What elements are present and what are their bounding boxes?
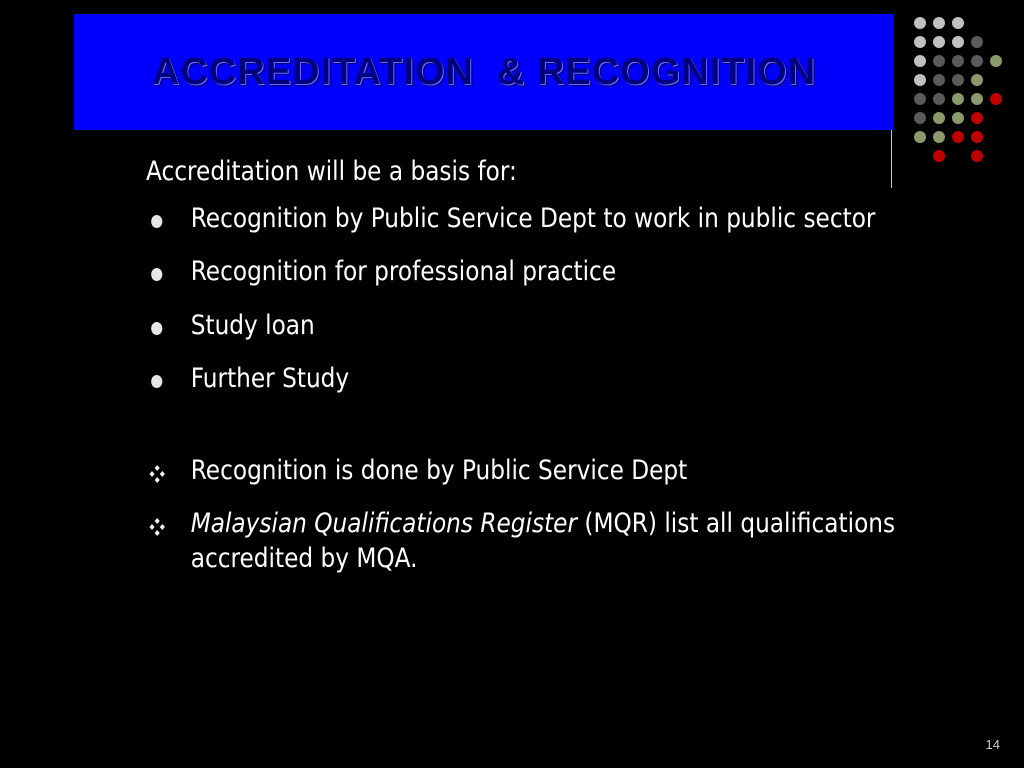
diamond-item xyxy=(146,454,991,489)
register-name: Malaysian Qualifications Register xyxy=(190,508,578,540)
intro-text: Accreditation will be a basis for: xyxy=(146,156,517,187)
title-bar xyxy=(74,14,894,130)
decorative-dot xyxy=(971,55,983,67)
decorative-dot xyxy=(933,74,945,86)
decorative-dot xyxy=(952,36,964,48)
four-diamond-bullet-icon xyxy=(148,463,167,485)
diamond-text: Recognition is done by Public Service Dept xyxy=(190,454,688,486)
bullet-icon xyxy=(151,215,162,228)
decorative-dot xyxy=(952,55,964,67)
bullet-text: Recognition for professional practice xyxy=(190,256,617,288)
bullet-item xyxy=(146,309,991,344)
decorative-dot xyxy=(933,36,945,48)
decorative-dot xyxy=(990,93,1002,105)
decorative-dot xyxy=(914,74,926,86)
decorative-dot xyxy=(971,36,983,48)
page-number: 14 xyxy=(985,737,1000,752)
diamond-item xyxy=(146,507,991,576)
decorative-dot xyxy=(914,36,926,48)
decorative-dot xyxy=(952,112,964,124)
bullet-item xyxy=(146,202,991,237)
diamond-text: (MQR) list all qualifications accredited by MQA. xyxy=(190,508,896,574)
decorative-dot xyxy=(933,131,945,143)
decorative-dot xyxy=(990,55,1002,67)
decorative-dot xyxy=(933,17,945,29)
bullet-item xyxy=(146,255,991,290)
decorative-dot xyxy=(933,55,945,67)
bullet-icon xyxy=(151,268,162,281)
decorative-dot xyxy=(914,17,926,29)
decorative-dot xyxy=(914,93,926,105)
bullet-item xyxy=(146,362,991,397)
decorative-dot xyxy=(952,17,964,29)
bullet-icon xyxy=(151,322,162,335)
slide-content xyxy=(146,155,991,595)
bullet-text: Further Study xyxy=(190,363,350,395)
decorative-dot xyxy=(952,93,964,105)
four-diamond-bullet-icon xyxy=(148,516,167,538)
decorative-dot xyxy=(971,74,983,86)
bullet-text: Study loan xyxy=(190,309,315,341)
decorative-dot xyxy=(933,112,945,124)
decorative-dot xyxy=(914,55,926,67)
decorative-dot xyxy=(914,131,926,143)
decorative-dot xyxy=(971,93,983,105)
decorative-dot xyxy=(952,74,964,86)
decorative-dot xyxy=(933,93,945,105)
decorative-dot xyxy=(914,112,926,124)
decorative-dot xyxy=(971,112,983,124)
decorative-dot xyxy=(952,131,964,143)
bullet-text: Recognition by Public Service Dept to work in public sector xyxy=(190,202,876,234)
decorative-dot xyxy=(971,131,983,143)
slide-title: ACCREDITATION & RECOGNITION xyxy=(151,50,817,93)
bullet-icon xyxy=(151,375,162,388)
